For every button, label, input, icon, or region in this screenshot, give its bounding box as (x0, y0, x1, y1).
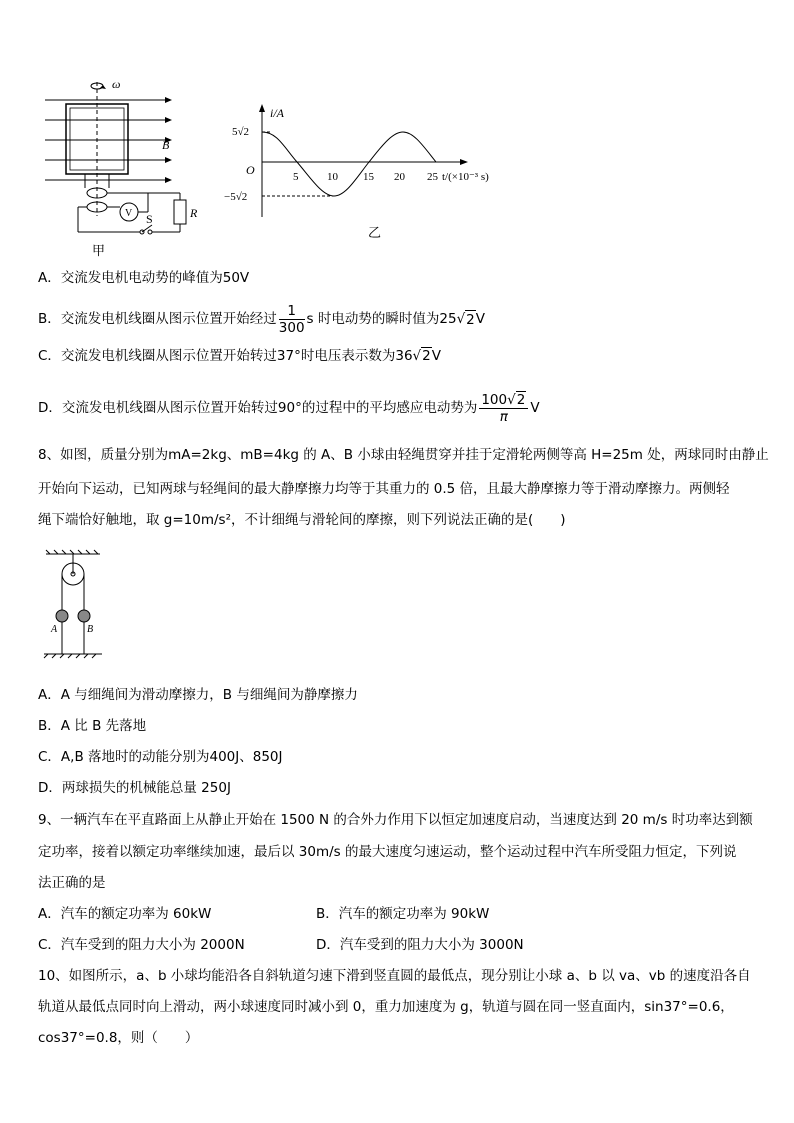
q9-option-c: C．汽车受到的阻力大小为 2000N (38, 937, 245, 953)
q7-b-unit: V (475, 311, 486, 327)
current-graph (222, 102, 507, 222)
q9-option-a: A．汽车的额定功率为 60kW (38, 906, 212, 922)
x-tick-25: 25 (427, 171, 438, 183)
x-tick-5: 5 (293, 171, 299, 183)
q7-b-value: 25 (439, 311, 457, 327)
sqrt-sign: √ (507, 391, 516, 408)
x-tick-20: 20 (394, 171, 405, 183)
q8-option-c: C．A,B 落地时的动能分别为400J、850J (38, 749, 283, 765)
q7-b-mid: s 时电动势的瞬时值为 (306, 311, 440, 327)
q8-option-b: B．A 比 B 先落地 (38, 718, 147, 734)
q7-b-radicand: 2 (466, 311, 475, 328)
q9-stem-line-2: 定功率，接着以额定功率继续加速，最后以 30m/s 的最大速度匀速运动，整个运动过程中汽车所受阻力恒定，下列说 (38, 844, 737, 860)
resistor-label: R (190, 206, 198, 220)
ball-a-label: A (51, 624, 58, 635)
q7-d-fraction (479, 392, 528, 425)
y-min-label: −5√2 (224, 191, 248, 203)
q7-option-c (38, 347, 441, 365)
q7-b-fraction (279, 303, 305, 336)
origin-label: O (246, 163, 255, 177)
q7-c-radicand: 2 (422, 348, 431, 364)
q7-option-a: A．交流发电机电动势的峰值为50V (38, 270, 250, 286)
q8-stem-line-3: 绳下端恰好触地，取 g=10m/s²，不计细绳与滑轮间的摩擦，则下列说法正确的是( ) (38, 512, 566, 528)
q7-d-prefix: D．交流发电机线圈从图示位置开始转过90°的过程中的平均感应电动势为 (38, 400, 478, 416)
y-axis-label: i/A (270, 106, 284, 120)
pulley-figure (40, 548, 110, 663)
q9-stem-line-1: 9、一辆汽车在平直路面上从静止开始在 1500 N 的合外力作用下以恒定加速度启动，当速度达到 20 m/s 时功率达到额 (38, 812, 753, 828)
q9-stem-line-3: 法正确的是 (38, 875, 106, 891)
q10-stem-line-1: 10、如图所示，a、b 小球均能沿各自斜轨道匀速下滑到竖直圆的最低点，现分别让小球 a、b 以 va、vb 的速度沿各自 (38, 968, 751, 984)
q7-b-num: 1 (279, 303, 305, 320)
q7-c-value: 36 (395, 348, 413, 364)
x-axis-label: t/(×10⁻³ s) (442, 171, 489, 183)
q8-option-d: D．两球损失的机械能总量 250J (38, 780, 231, 796)
q8-stem-line-1: 8、如图，质量分别为mA=2kg、mB=4kg 的 A、B 小球由轻绳贯穿并挂于定滑轮两侧等高 H=25m 处，两球同时由静止 (38, 447, 769, 463)
ball-b-label: B (87, 624, 94, 635)
q10-stem-line-2: 轨道从最低点同时向上滑动，两小球速度同时减小到 0，重力加速度为 g，轨道与圆在同一竖直面内，sin37°=0.6， (38, 999, 734, 1015)
q7-d-num-coef: 100 (481, 391, 508, 408)
sqrt-sign: √ (456, 311, 466, 327)
q8-option-a: A．A 与细绳间为滑动摩擦力，B 与细绳间为静摩擦力 (38, 687, 358, 703)
voltmeter-label: V (125, 208, 133, 219)
q7-option-b (38, 302, 485, 336)
q9-option-b: B．汽车的额定功率为 90kW (316, 906, 490, 922)
switch-label: S (146, 212, 153, 226)
figure-jia-caption: 甲 (92, 244, 106, 259)
q7-b-den: 300 (278, 319, 305, 336)
y-max-label: 5√2 (232, 126, 250, 138)
sqrt-sign: √ (412, 348, 422, 364)
q7-d-unit: V (530, 400, 540, 416)
q7-c-unit: V (431, 348, 441, 364)
generator-figure (40, 76, 210, 256)
x-tick-10: 10 (327, 171, 338, 183)
q9-option-d: D．汽车受到的阻力大小为 3000N (316, 937, 524, 953)
q7-option-d (38, 388, 540, 428)
q7-b-prefix: B．交流发电机线圈从图示位置开始经过 (38, 311, 277, 327)
q7-d-den: π (499, 408, 508, 425)
q7-d-num (479, 392, 528, 409)
omega-label: ω (112, 77, 121, 91)
q7-d-num-radicand: 2 (516, 391, 526, 408)
q8-stem-line-2: 开始向下运动，已知两球与轻绳间的最大静摩擦力均等于其重力的 0.5 倍，且最大静摩擦力等于滑动摩擦力。两侧轻 (38, 481, 730, 497)
b-field-label: B (162, 138, 170, 152)
figure-yi-caption: 乙 (368, 226, 382, 241)
q10-stem-line-3: cos37°=0.8，则（ ） (38, 1030, 199, 1046)
q7-c-prefix: C．交流发电机线圈从图示位置开始转过37°时电压表示数为 (38, 348, 396, 364)
x-tick-15: 15 (363, 171, 374, 183)
